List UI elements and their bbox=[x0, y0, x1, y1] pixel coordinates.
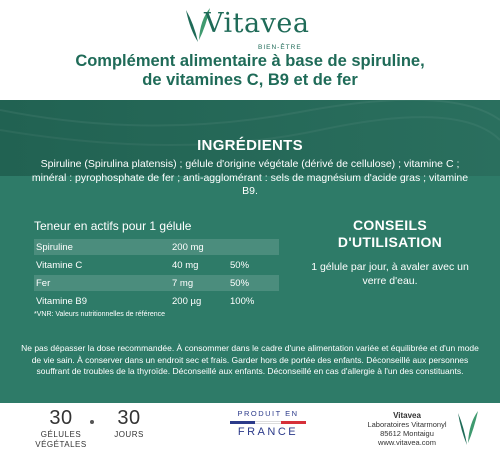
product-title-line2: de vitamines C, B9 et de fer bbox=[142, 71, 358, 89]
brand-tagline: BIEN-ÊTRE bbox=[258, 44, 302, 51]
days-count-label: JOURS bbox=[114, 430, 144, 439]
active-amount: 40 mg bbox=[172, 259, 199, 271]
table-row bbox=[34, 239, 279, 255]
made-in-country: FRANCE bbox=[237, 426, 299, 438]
product-title bbox=[0, 52, 500, 90]
capsule-count-label-line1: GÉLULES bbox=[40, 430, 82, 439]
actives-table bbox=[34, 219, 279, 318]
vnr-note: *VNR: Valeurs nutritionnelles de référence bbox=[34, 311, 165, 318]
active-vnr: 50% bbox=[230, 259, 250, 271]
lab-website: www.vitavea.com bbox=[378, 438, 436, 447]
brand-name: Vitavea bbox=[204, 8, 310, 39]
brand-logo bbox=[184, 6, 318, 50]
lab-brand: Vitavea bbox=[393, 411, 421, 420]
capsule-count bbox=[30, 407, 92, 450]
active-name: Fer bbox=[36, 277, 51, 289]
table-row bbox=[34, 257, 279, 273]
conseils-title-line1: CONSEILS bbox=[353, 217, 427, 233]
ingredients-text: Spiruline (Spirulina platensis) ; gélule d'origine végétale (dérivé de cellulose) ; vitamine C ; minéral : pyrophosphate de fer ; anti-agglomérant : sels de magnésium d'acide gras ; vitamine B9. bbox=[31, 158, 469, 197]
actives-title: Teneur en actifs pour 1 gélule bbox=[34, 219, 192, 233]
header bbox=[0, 0, 500, 100]
french-flag-icon bbox=[230, 421, 306, 424]
made-in-france-badge bbox=[228, 409, 308, 438]
active-amount: 200 µg bbox=[172, 295, 202, 307]
active-name: Spiruline bbox=[36, 241, 73, 253]
warning-text: Ne pas dépasser la dose recommandée. À consommer dans le cadre d'une alimentation variée et équilibrée et d'un mode de vie sain. À conserver dans un endroit sec et frais. Garder hors de portée des enfants. Déconseillé aux personnes souffrant de troubles de la thyroïde. Déconseillé aux enfants. Déconseillé en cas d'allergie à l'un des constituants. bbox=[21, 343, 479, 376]
conseils-section bbox=[305, 217, 475, 288]
active-vnr: 100% bbox=[230, 295, 255, 307]
table-row bbox=[34, 275, 279, 291]
ingredients-title: INGRÉDIENTS bbox=[197, 137, 303, 154]
active-vnr: 50% bbox=[230, 277, 250, 289]
active-amount: 7 mg bbox=[172, 277, 194, 289]
conseils-title-line2: D'UTILISATION bbox=[337, 234, 443, 250]
lab-company: Laboratoires Vitarmonyl bbox=[367, 420, 447, 429]
info-panel bbox=[0, 100, 500, 403]
days-count-number: 30 bbox=[117, 407, 141, 429]
active-name: Vitamine C bbox=[36, 259, 83, 271]
active-amount: 200 mg bbox=[172, 241, 204, 253]
table-row bbox=[34, 293, 279, 309]
leaf-v-icon bbox=[456, 409, 480, 449]
footer bbox=[0, 403, 500, 474]
made-in-label: PRODUIT EN bbox=[237, 409, 299, 418]
capsule-count-number: 30 bbox=[49, 407, 73, 429]
conseils-title bbox=[305, 217, 475, 251]
ingredients-section bbox=[0, 137, 500, 199]
active-name: Vitamine B9 bbox=[36, 295, 88, 307]
separator-dot bbox=[90, 420, 94, 424]
conseils-text: 1 gélule par jour, à avaler avec un verre d'eau. bbox=[311, 261, 469, 287]
capsule-count-label-line2: VÉGÉTALES bbox=[35, 440, 87, 449]
lab-address: 85612 Montaigu bbox=[380, 429, 434, 438]
laboratory-info bbox=[352, 411, 462, 447]
days-count bbox=[98, 407, 160, 440]
product-title-line1: Complément alimentaire à base de spiruline, bbox=[75, 52, 425, 70]
